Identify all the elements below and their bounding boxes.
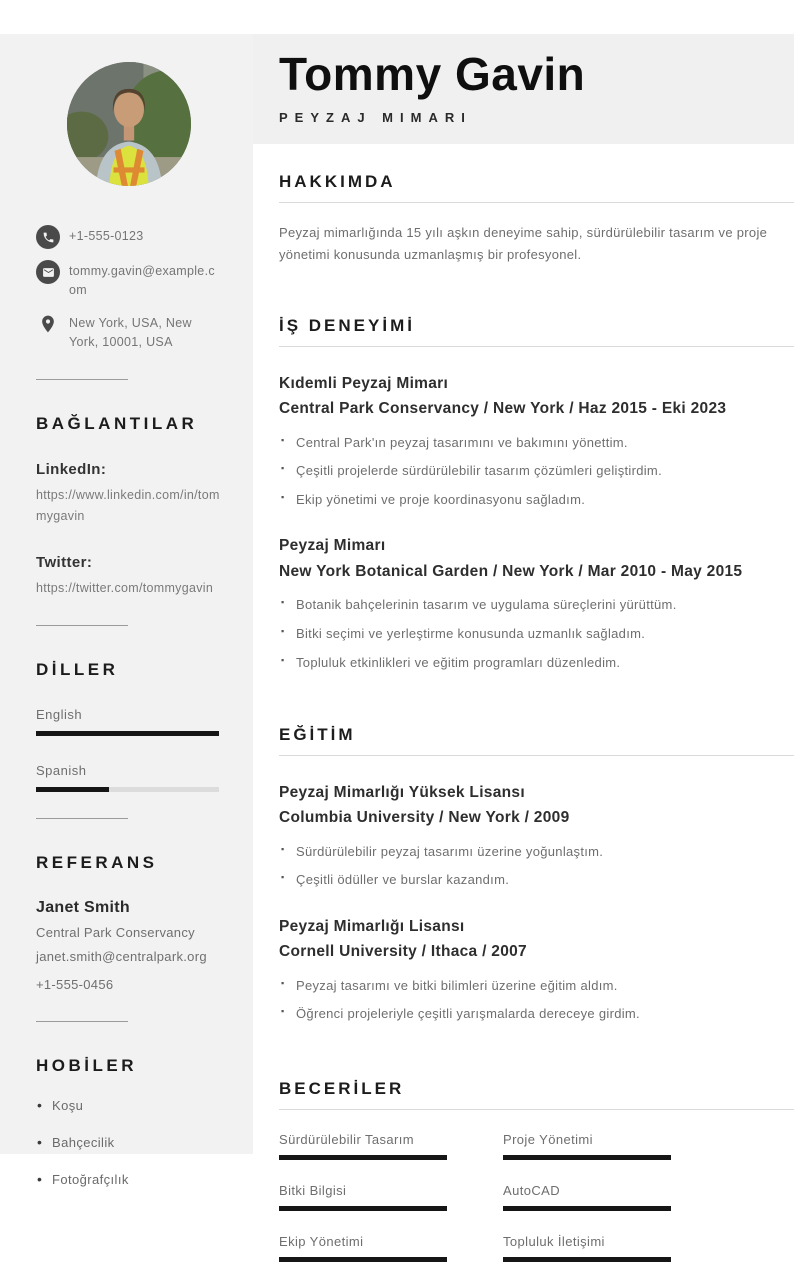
skill-name: AutoCAD	[503, 1183, 560, 1199]
profile-photo	[67, 62, 191, 186]
skill-name: Proje Yönetimi	[503, 1132, 593, 1148]
education-bullets	[279, 843, 794, 890]
about-heading: HAKKIMDA	[279, 172, 794, 203]
links-heading: BAĞLANTILAR	[36, 413, 198, 433]
language-bar-track	[36, 787, 219, 792]
sidebar-divider	[36, 1021, 128, 1022]
skill-bar-fill	[279, 1257, 447, 1262]
contact-phone: +1-555-0123	[69, 229, 144, 243]
hobby-item: • Koşu	[36, 1098, 221, 1113]
linkedin-label: LinkedIn:	[36, 460, 107, 478]
skill-bar	[279, 1155, 447, 1160]
skill-name: Bitki Bilgisi	[279, 1183, 347, 1199]
link-item-twitter	[36, 554, 221, 599]
contact-list	[36, 224, 221, 353]
sidebar-divider	[36, 625, 128, 626]
mail-icon	[36, 260, 60, 284]
skill-bar-fill	[503, 1257, 671, 1262]
resume-page	[0, 34, 794, 1250]
education-entry	[279, 782, 794, 890]
skill-item	[503, 1234, 671, 1262]
education-title: Peyzaj Mimarlığı Lisansı	[279, 917, 465, 935]
skill-bar	[503, 1206, 671, 1211]
job-bullet: ▪ Bitki seçimi ve yerleştirme konusunda uzmanlık sağladım.	[279, 625, 794, 643]
phone-icon	[36, 225, 60, 249]
skill-name: Topluluk İletişimi	[503, 1234, 605, 1250]
education-meta: Columbia University / New York / 2009	[279, 809, 570, 827]
contact-row-email	[36, 259, 221, 301]
contact-row-location	[36, 311, 221, 353]
reference-company: Central Park Conservancy	[36, 925, 195, 941]
job-bullets	[279, 596, 794, 672]
job-title: Peyzaj Mimarı	[279, 537, 386, 555]
language-name: Spanish	[36, 763, 87, 779]
skill-item	[503, 1132, 671, 1160]
header-band	[253, 34, 794, 144]
language-bar-fill	[36, 731, 219, 736]
sidebar	[0, 34, 253, 1187]
section-skills	[253, 1079, 794, 1262]
person-title: PEYZAJ MIMARI	[279, 109, 472, 125]
education-bullet: ▪ Öğrenci projeleriyle çeşitli yarışmalarda dereceye girdim.	[279, 1005, 794, 1023]
skill-item	[279, 1234, 447, 1262]
skills-heading: BECERİLER	[279, 1079, 794, 1110]
education-bullet: ▪ Sürdürülebilir peyzaj tasarımı üzerine yoğunlaştım.	[279, 843, 794, 861]
skill-bar	[503, 1257, 671, 1262]
language-bar-fill	[36, 787, 109, 792]
job-meta: Central Park Conservancy / New York / Haz 2015 - Eki 2023	[279, 400, 727, 418]
skill-name: Ekip Yönetimi	[279, 1234, 364, 1250]
job-bullet: ▪ Topluluk etkinlikleri ve eğitim programları düzenledim.	[279, 654, 794, 672]
job-bullet: ▪ Çeşitli projelerde sürdürülebilir tasarım çözümleri geliştirdim.	[279, 462, 794, 480]
skill-bar	[503, 1155, 671, 1160]
language-bar-track	[36, 731, 219, 736]
section-about	[253, 172, 794, 266]
education-bullets	[279, 977, 794, 1024]
sidebar-divider	[36, 818, 128, 819]
experience-heading: İŞ DENEYİMİ	[279, 316, 794, 347]
skill-bar-fill	[279, 1206, 447, 1211]
hobbies-list	[36, 1098, 221, 1187]
skill-item	[279, 1132, 447, 1160]
skills-grid	[279, 1132, 794, 1262]
reference-name: Janet Smith	[36, 899, 130, 917]
skill-bar-fill	[503, 1155, 671, 1160]
hobbies-heading: HOBİLER	[36, 1055, 137, 1075]
job-bullet: ▪ Ekip yönetimi ve proje koordinasyonu sağladım.	[279, 491, 794, 509]
language-item	[36, 707, 221, 736]
sidebar-divider	[36, 379, 128, 380]
job-title: Kıdemli Peyzaj Mimarı	[279, 374, 449, 392]
job-bullet: ▪ Botanik bahçelerinin tasarım ve uygulama süreçlerini yürüttüm.	[279, 596, 794, 614]
job-bullet: ▪ Central Park'ın peyzaj tasarımını ve bakımını yönettim.	[279, 434, 794, 452]
hobby-item: • Bahçecilik	[36, 1135, 221, 1150]
section-education	[253, 725, 794, 1024]
link-item-linkedin	[36, 461, 221, 528]
twitter-url[interactable]: https://twitter.com/tommygavin	[36, 581, 214, 595]
language-item	[36, 763, 221, 792]
skill-bar	[279, 1257, 447, 1262]
education-entry	[279, 916, 794, 1024]
education-bullet: ▪ Peyzaj tasarımı ve bitki bilimleri üzerine eğitim aldım.	[279, 977, 794, 995]
skill-bar-fill	[503, 1206, 671, 1211]
job-meta: New York Botanical Garden / New York / Mar 2010 - May 2015	[279, 562, 743, 580]
profile-photo-illustration	[67, 62, 191, 186]
reference-phone: +1-555-0456	[36, 976, 114, 992]
reference-heading: REFERANS	[36, 853, 158, 873]
language-name: English	[36, 707, 83, 723]
section-experience	[253, 316, 794, 672]
skill-bar-fill	[279, 1155, 447, 1160]
job-entry	[279, 535, 794, 672]
hobby-item: • Fotoğrafçılık	[36, 1172, 221, 1187]
skill-bar	[279, 1206, 447, 1211]
job-entry	[279, 373, 794, 510]
skill-name: Sürdürülebilir Tasarım	[279, 1132, 414, 1148]
reference-email: janet.smith@centralpark.org	[36, 949, 207, 965]
education-title: Peyzaj Mimarlığı Yüksek Lisansı	[279, 783, 525, 801]
skill-item	[279, 1183, 447, 1211]
twitter-label: Twitter:	[36, 554, 93, 571]
linkedin-url[interactable]: https://www.linkedin.com/in/tommygavin	[36, 487, 220, 523]
main-content	[253, 34, 794, 1262]
contact-email: tommy.gavin@example.com	[69, 264, 215, 298]
education-bullet: ▪ Çeşitli ödüller ve burslar kazandım.	[279, 871, 794, 889]
languages-heading: DİLLER	[36, 660, 119, 680]
about-text: Peyzaj mimarlığında 15 yılı aşkın deneyime sahip, sürdürülebilir tasarım ve proje yönetimi konusunda uzmanlaşmış bir profesyonel.	[279, 224, 768, 262]
job-bullets	[279, 434, 794, 510]
contact-row-phone	[36, 224, 221, 249]
education-heading: EĞİTİM	[279, 725, 794, 756]
education-meta: Cornell University / Ithaca / 2007	[279, 943, 527, 961]
location-pin-icon	[36, 312, 60, 336]
person-name: Tommy Gavin	[279, 48, 586, 100]
contact-location: New York, USA, New York, 10001, USA	[69, 315, 192, 350]
skill-item	[503, 1183, 671, 1211]
